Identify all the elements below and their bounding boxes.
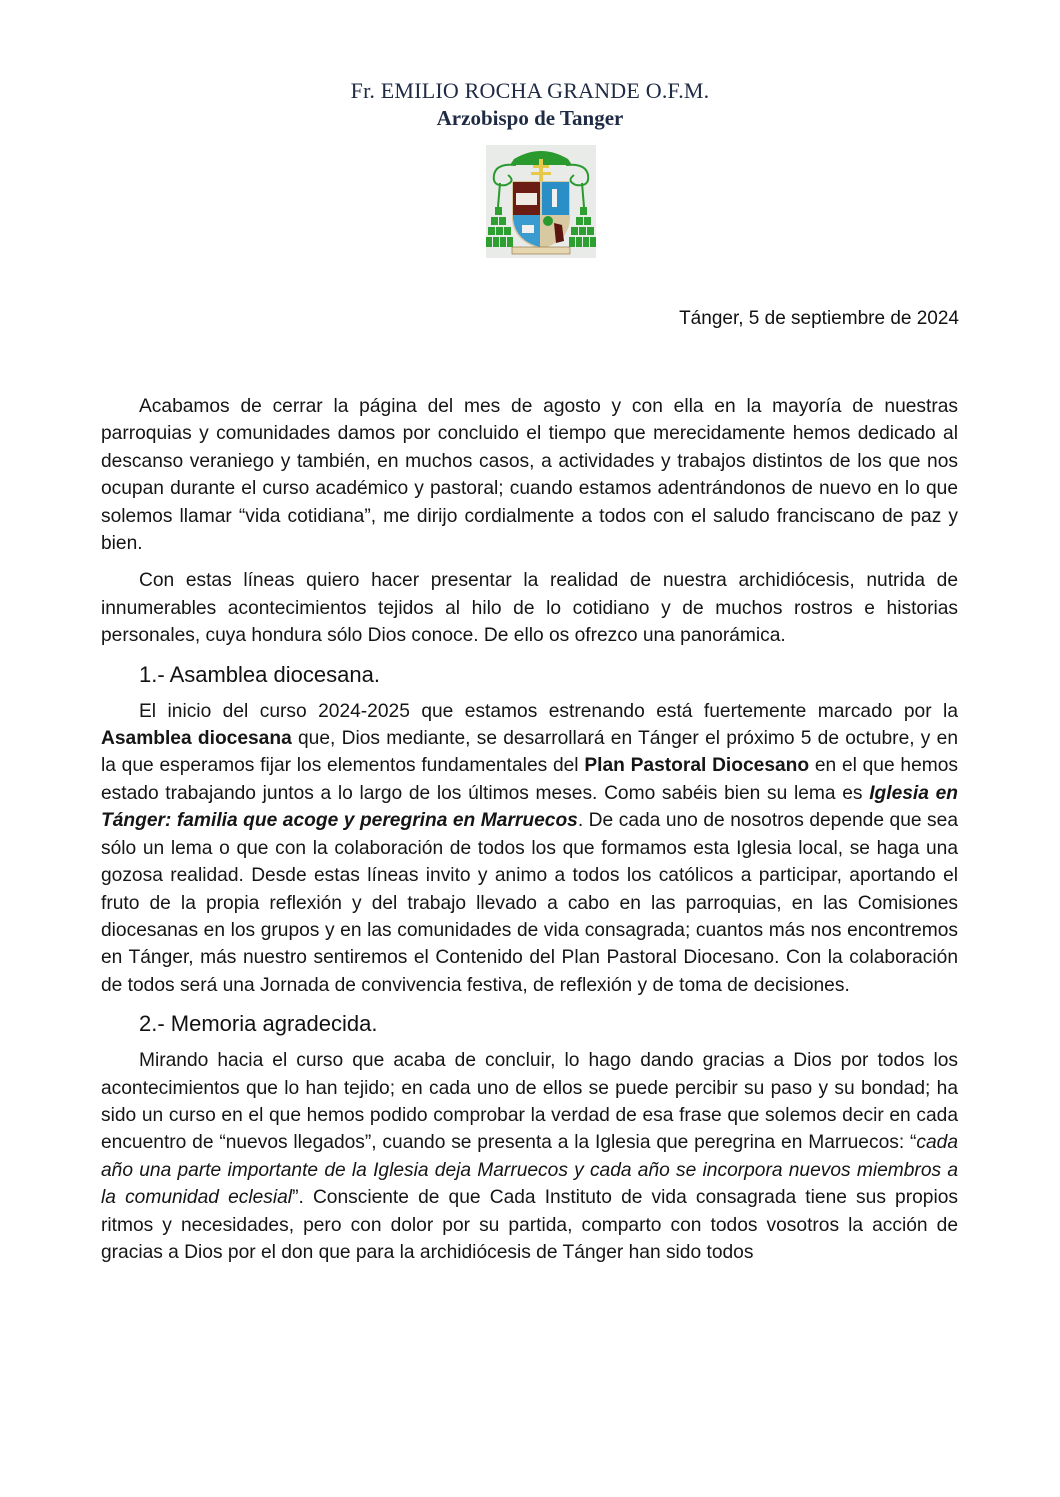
- text-run: El inicio del curso 2024-2025 que estamos estrenando está fuertemente marcado por la: [139, 700, 958, 722]
- author-title: Arzobispo de Tanger: [436, 106, 624, 130]
- text-run: en el que hemos estado trabajando juntos a lo largo de los últimos meses. Como sabéis bien su lema es: [101, 755, 958, 804]
- paragraph-asamblea: [101, 698, 958, 999]
- author-name: Fr. EMILIO ROCHA GRANDE O.F.M.: [350, 78, 710, 103]
- bold-text-asamblea: Asamblea diocesana: [101, 728, 292, 750]
- text-run: que, Dios mediante, se desarrollará en Tánger el próximo 5 de octubre, y en la que esperamos fijar los elementos fundamentales del: [101, 728, 958, 777]
- paragraph-intro: Acabamos de cerrar la página del mes de agosto y con ella en la mayoría de nuestras parroquias y comunidades damos por concluido el tiempo que merecidamente hemos dedicado al descanso veraniego y también, en muchos casos, a actividades y trabajos distintos de los que nos ocupan durante el curso académico y pastoral; cuando estamos adentrándonos de nuevo en lo que solemos llamar “vida cotidiana”, me dirijo cordialmente a todos con el saludo franciscano de paz y bien.: [101, 396, 958, 555]
- section-heading-asamblea: 1.- Asamblea diocesana.: [139, 661, 380, 687]
- coat-of-arms-icon: [486, 145, 596, 258]
- paragraph-memoria: [101, 1047, 958, 1266]
- motto-text: Iglesia en Tánger: familia que acoge y peregrina en Marruecos: [101, 782, 959, 832]
- letter-body: [101, 393, 958, 1276]
- section-heading-memoria: 2.- Memoria agradecida.: [139, 1011, 378, 1037]
- text-run: . De cada uno de nosotros depende que sea sólo un lema o que con la colaboración de todos los que formamos esta Iglesia local, se haga una gozosa realidad. Desde estas líneas invito y animo a todos los católicos a participar, aportando el fruto de la propia reflexión y del trabajo llevado a cabo en las parroquias, en las Comisiones diocesanas en los grupos y en las comunidades de vida consagrada; cuantos más nos encontremos en Tánger, más nuestro sentiremos el Contenido del Plan Pastoral Diocesano. Con la colaboración de todos será una Jornada de convivencia festiva, de reflexión y de toma de decisiones.: [101, 810, 958, 996]
- text-run: Mirando hacia el curso que acaba de concluir, lo hago dando gracias a Dios por todos los acontecimientos que lo han tejido; en cada uno de ellos se puede percibir su paso y su bondad; ha sido un curso en el que hemos podido comprobar la verdad de esa frase que solemos decir en cada encuentro de “nuevos llegados”, cuando se presenta a la Iglesia que peregrina en Marruecos: “: [101, 1050, 958, 1154]
- text-run: ”. Consciente de que Cada Instituto de vida consagrada tiene sus propios ritmos y necesidades, pero con dolor por su partida, comparto con todos vosotros la acción de gracias a Dios por el don que para la archidiócesis de Tánger han sido todos: [101, 1187, 958, 1263]
- paragraph-overview: Con estas líneas quiero hacer presentar la realidad de nuestra archidiócesis, nutrida de innumerables acontecimientos tejidos al hilo de lo cotidiano y de muchos rostros e historias personales, cuya hondura sólo Dios conoce. De ello os ofrezco una panorámica.: [101, 570, 958, 647]
- letter-date: Tánger, 5 de septiembre de 2024: [679, 308, 959, 329]
- bold-text-plan: Plan Pastoral Diocesano: [584, 755, 810, 777]
- italic-quote: cada año una parte importante de la Iglesia deja Marruecos y cada año se incorpora nuevos miembros a la comunidad eclesial: [101, 1132, 958, 1209]
